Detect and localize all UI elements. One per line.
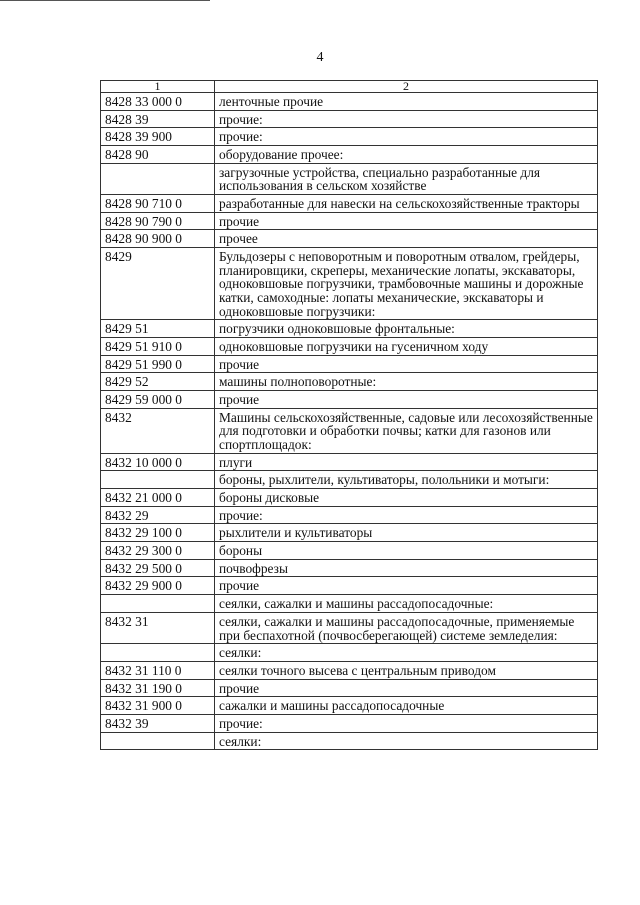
description-cell: машины полноповоротные: — [215, 373, 598, 391]
table-row — [101, 355, 598, 373]
code-cell: 8428 39 — [101, 110, 215, 128]
description-cell: оборудование прочее: — [215, 146, 598, 164]
code-cell: 8429 51 990 0 — [101, 355, 215, 373]
description-cell: сеялки: — [215, 732, 598, 750]
table-row — [101, 471, 598, 489]
code-cell: 8428 90 900 0 — [101, 230, 215, 248]
description-cell: плуги — [215, 453, 598, 471]
description-cell: загрузочные устройства, специально разработанные для использования в сельском хозяйстве — [215, 163, 598, 194]
table-row — [101, 661, 598, 679]
code-cell: 8428 39 900 — [101, 128, 215, 146]
table-row — [101, 524, 598, 542]
table-row — [101, 679, 598, 697]
description-cell: рыхлители и культиваторы — [215, 524, 598, 542]
code-cell: 8432 29 — [101, 506, 215, 524]
code-cell: 8432 31 110 0 — [101, 661, 215, 679]
page-number: 4 — [316, 50, 324, 65]
table-row — [101, 93, 598, 111]
description-cell: ленточные прочие — [215, 93, 598, 111]
description-cell: Бульдозеры с неповоротным и поворотным отвалом, грейдеры, планировщики, скреперы, механические лопаты, экскаваторы, одноковшовые погрузчики, трамбовочные машины и дорожные катки, самоходные: лопаты механические, экскаваторы и одноковшовые погрузчики: — [215, 248, 598, 320]
code-cell: 8432 10 000 0 — [101, 453, 215, 471]
description-cell: прочие: — [215, 714, 598, 732]
description-cell: разработанные для навески на сельскохозяйственные тракторы — [215, 195, 598, 213]
description-cell: погрузчики одноковшовые фронтальные: — [215, 320, 598, 338]
column-header-description: 2 — [215, 81, 598, 93]
table-row — [101, 373, 598, 391]
table-row — [101, 230, 598, 248]
description-cell: прочие: — [215, 110, 598, 128]
description-cell: бороны дисковые — [215, 489, 598, 507]
table-row — [101, 248, 598, 320]
description-cell: сеялки: — [215, 644, 598, 662]
code-cell: 8432 31 190 0 — [101, 679, 215, 697]
code-cell — [101, 732, 215, 750]
table-header — [101, 81, 598, 93]
code-cell: 8432 31 900 0 — [101, 697, 215, 715]
header-row — [101, 81, 598, 93]
description-cell: сеялки, сажалки и машины рассадопосадочные: — [215, 595, 598, 613]
table-row — [101, 595, 598, 613]
description-cell: сажалки и машины рассадопосадочные — [215, 697, 598, 715]
table-row — [101, 542, 598, 560]
code-cell: 8429 51 910 0 — [101, 338, 215, 356]
table-row — [101, 612, 598, 643]
table-body — [101, 93, 598, 750]
top-rule — [0, 0, 210, 1]
table-row — [101, 408, 598, 453]
description-cell: бороны — [215, 542, 598, 560]
description-cell: прочие — [215, 355, 598, 373]
description-cell: прочие: — [215, 128, 598, 146]
table-row — [101, 338, 598, 356]
description-cell: прочие: — [215, 506, 598, 524]
table-row — [101, 195, 598, 213]
table-row — [101, 163, 598, 194]
code-cell: 8428 90 790 0 — [101, 212, 215, 230]
table-row — [101, 453, 598, 471]
code-cell: 8429 52 — [101, 373, 215, 391]
table-row — [101, 559, 598, 577]
code-cell: 8429 51 — [101, 320, 215, 338]
description-cell: Машины сельскохозяйственные, садовые или лесохозяйственные для подготовки и обработки почвы; катки для газонов или спортплощадок: — [215, 408, 598, 453]
code-cell: 8432 29 900 0 — [101, 577, 215, 595]
description-cell: прочее — [215, 230, 598, 248]
code-cell: 8432 29 100 0 — [101, 524, 215, 542]
code-cell — [101, 644, 215, 662]
code-cell: 8432 — [101, 408, 215, 453]
description-cell: прочие — [215, 212, 598, 230]
table-row — [101, 212, 598, 230]
table-row — [101, 644, 598, 662]
code-cell: 8432 29 300 0 — [101, 542, 215, 560]
table-row — [101, 110, 598, 128]
code-cell: 8428 33 000 0 — [101, 93, 215, 111]
description-cell: сеялки точного высева с центральным приводом — [215, 661, 598, 679]
description-cell: прочие — [215, 679, 598, 697]
code-cell: 8428 90 710 0 — [101, 195, 215, 213]
code-cell: 8432 39 — [101, 714, 215, 732]
table-row — [101, 320, 598, 338]
code-cell: 8432 21 000 0 — [101, 489, 215, 507]
table-row — [101, 577, 598, 595]
code-cell: 8429 59 000 0 — [101, 391, 215, 409]
description-cell: бороны, рыхлители, культиваторы, полольники и мотыги: — [215, 471, 598, 489]
tariff-codes-table — [100, 80, 598, 750]
table-row — [101, 146, 598, 164]
description-cell: сеялки, сажалки и машины рассадопосадочные, применяемые при беспахотной (почвосберегающей) системе земледелия: — [215, 612, 598, 643]
column-header-code: 1 — [101, 81, 215, 93]
code-cell — [101, 471, 215, 489]
code-cell: 8429 — [101, 248, 215, 320]
table-row — [101, 506, 598, 524]
description-cell: прочие — [215, 577, 598, 595]
table-row — [101, 489, 598, 507]
code-cell — [101, 163, 215, 194]
description-cell: прочие — [215, 391, 598, 409]
table-row — [101, 697, 598, 715]
description-cell: одноковшовые погрузчики на гусеничном ходу — [215, 338, 598, 356]
code-cell: 8432 31 — [101, 612, 215, 643]
table-row — [101, 391, 598, 409]
table-row — [101, 732, 598, 750]
table-row — [101, 128, 598, 146]
code-cell: 8428 90 — [101, 146, 215, 164]
description-cell: почвофрезы — [215, 559, 598, 577]
table-row — [101, 714, 598, 732]
code-cell — [101, 595, 215, 613]
code-cell: 8432 29 500 0 — [101, 559, 215, 577]
